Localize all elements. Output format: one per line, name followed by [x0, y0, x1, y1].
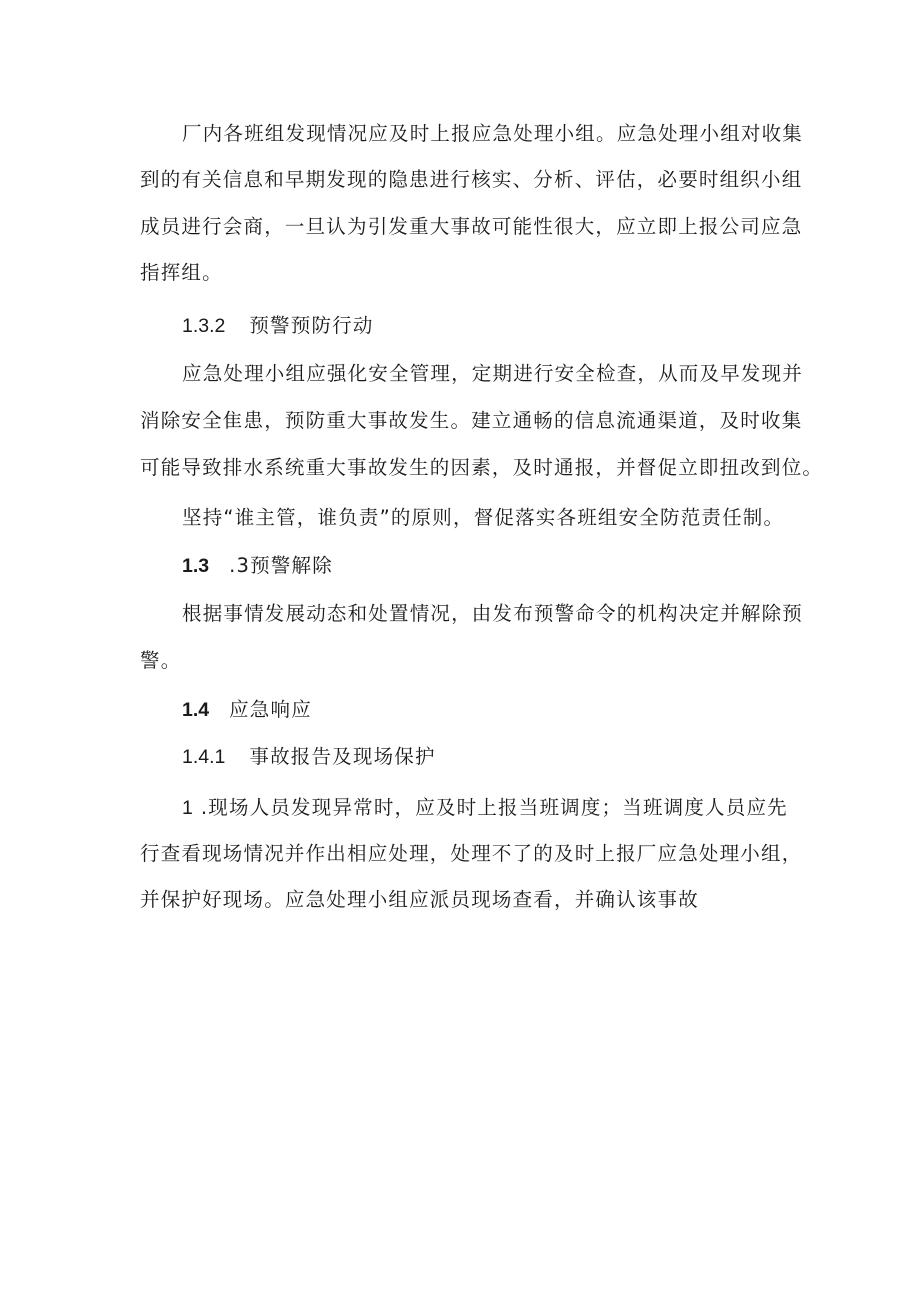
para1-line2: 到的有关信息和早期发现的隐患进行核实、分析、评估，必要时组织小组: [140, 168, 803, 191]
heading-1-3-3: [182, 553, 333, 579]
para3-line1: 坚持“谁主管，谁负责”的原则，督促落实各班组安全防范责任制。: [182, 506, 785, 529]
heading-1-3-2-number: 1.3.2: [182, 315, 226, 337]
heading-1-4-title: 应急响应: [229, 698, 312, 721]
para2-line2: 消除安全隹患，预防重大事故发生。建立通畅的信息流通渠道，及时收集: [140, 409, 803, 432]
heading-1-3-3-number: 1.3: [182, 555, 210, 577]
para1-line1: 厂内各班组发现情况应及时上报应急处理小组。应急处理小组对收集: [182, 122, 804, 145]
para2-line1: 应急处理小组应强化安全管理，定期进行安全检查，从而及早发现并: [182, 362, 804, 385]
para2-line3: 可能导致排水系统重大事故发生的因素，及时通报，并督促立即扭改到位。: [140, 456, 824, 479]
para1-line4: 指挥组。: [140, 261, 223, 284]
heading-1-4: [182, 697, 312, 723]
heading-1-4-1-title: 事故报告及现场保护: [249, 745, 436, 768]
para4-line1: 根据事情发展动态和处置情况，由发布预警命令的机构决定并解除预: [182, 602, 804, 625]
heading-1-4-1: [182, 744, 436, 770]
para5-line3: 并保护好现场。应急处理小组应派员现场查看，并确认该事故: [140, 888, 699, 911]
para5-line1: [182, 795, 788, 821]
para5-line2: 行查看现场情况并作出相应处理，处理不了的及时上报厂应急处理小组，: [140, 842, 803, 865]
para5-line1-text: .现场人员发现异常时，应及时上报当班调度；当班调度人员应先: [200, 796, 788, 819]
para4-line2: 警。: [140, 649, 182, 672]
heading-1-3-3-title: .3预警解除: [229, 554, 333, 577]
heading-1-4-1-number: 1.4.1: [182, 746, 226, 768]
heading-1-3-2-title: 预警预防行动: [249, 314, 374, 337]
para1-line3: 成员进行会商，一旦认为引发重大事故可能性很大，应立即上报公司应急: [140, 215, 803, 238]
heading-1-3-2: [182, 313, 374, 339]
para5-item-number: 1: [182, 797, 193, 819]
heading-1-4-number: 1.4: [182, 699, 210, 721]
